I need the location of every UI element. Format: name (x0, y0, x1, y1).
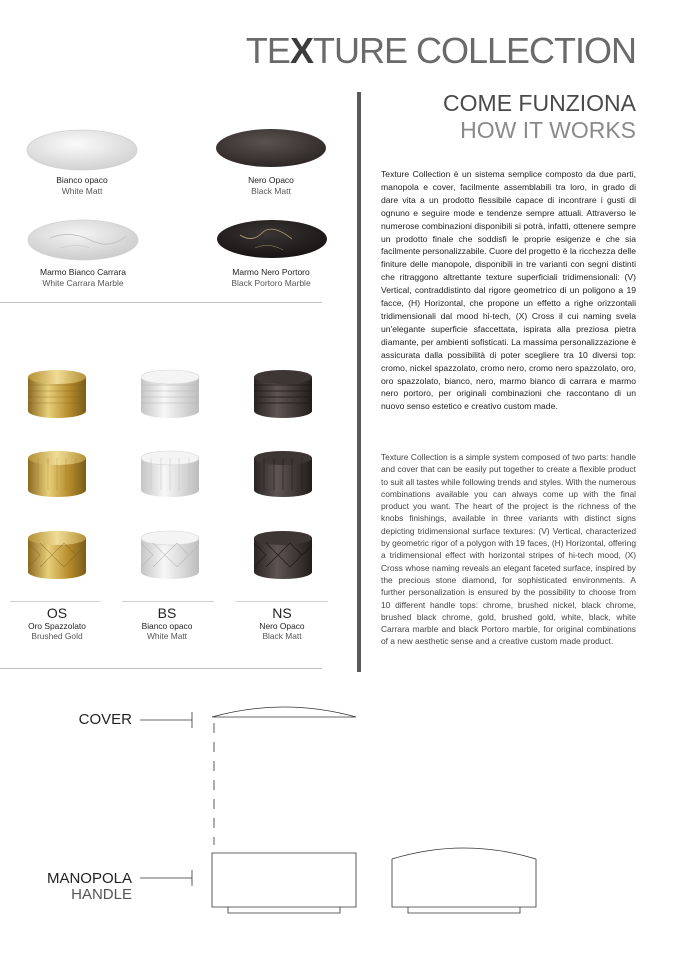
handle-base-profile (228, 907, 340, 913)
handle-caption-os: OS Oro Spazzolato Brushed Gold (28, 605, 86, 641)
handle-gold-vertical (28, 451, 86, 497)
collection-title: TEXTURE COLLECTION (245, 30, 636, 71)
assembly-diagram (0, 695, 560, 925)
handle-black-cross (254, 531, 312, 579)
handle-white-vertical (141, 451, 199, 497)
assembled-cover-profile (392, 848, 536, 859)
cover-caption-white-carrara: Marmo Bianco Carrara White Carrara Marble (40, 267, 126, 288)
description-italian: Texture Collection è un sistema semplice composto da due parti, manopola e cover, facilmente assemblabili tra loro, in grado di dare vita a un prodotto flessibile capace di incontrare i gusti di ognuno e seguire mode e tendenze sempre attuali. Attraverso le numerose combinazioni disponibili si potrà, infatti, ottenere sempre un prodotto finale che soddisfi le proprie esigenze e che sia facilmente personalizzabile. Cuore del progetto è la ricchezza delle finiture delle manopole, disponibili in tre varianti con segni distinti che ritraggono altrettante texture superficiali tridimensionali: (V) Vertical, contraddistinto dal rigore geometrico di un poligono a 19 facce, (H) Horizontal, che propone un effetto a righe orizzontali tridimensionali dal mood hi-tech, (X) Cross il cui naming svela un'elegante superficie sfaccettata, ispirata alla preziosa pietra diamante, per ambienti sofisticati. La massima personalizzazione è assicurata dalla possibilità di poter scegliere tra 10 diversi top: cromo, nickel spazzolato, cromo nero, cromo nero spazzolato, oro, oro spazzolato, bianco, nero, marmo bianco di carrara e marmo nero portoro, per originali combinazioni che raccontano di un nuovo senso estetico e creativo custom made. (381, 169, 636, 412)
section-divider-bar (357, 92, 361, 672)
handles-illustration (0, 365, 340, 590)
handle-gold-cross (28, 531, 86, 579)
handle-black-vertical (254, 451, 312, 497)
handle-white-cross (141, 531, 199, 579)
separator-top (0, 302, 322, 303)
assembled-base-profile (408, 907, 520, 913)
disc-white-matt (27, 130, 137, 170)
heading-italian: COME FUNZIONA (443, 90, 636, 116)
handle-white-horizontal (141, 370, 199, 418)
cover-profile (212, 707, 356, 717)
cover-caption-white-matt: Bianco opaco White Matt (56, 175, 108, 196)
handle-caption-line-ns (236, 601, 328, 602)
description-english: Texture Collection is a simple system composed of two parts: handle and cover that can be easily put together to create a flexible product to suit all tastes while following trends and styles. With the numerous combinations available you can always come up with the final product you want. The heart of the project is the richness of the knobs finishings, available in three variants with distinct signs depicting tridimensional surface textures: (V) Vertical, characterized by geometric rigor of a polygon with 19 faces, (H) Horizontal, offering a tridimensional effect with horizontal stripes of hi-tech mood, (X) Cross whose naming reveals an elegant faceted surface, inspired by the precious stone diamond, for sophisticated environments. A further personalization is ensured by the possibility to choose from 10 different handle tops: chrome, brushed nickel, black chrome, brushed black chrome, gold, brushed gold, white, black, white Carrara marble and black Portoro marble, for original combinations of a new aesthetic sense and a creative custom made product. (381, 452, 636, 647)
handle-black-horizontal (254, 370, 312, 418)
handle-gold-horizontal (28, 370, 86, 418)
handle-caption-line-bs (122, 601, 214, 602)
handle-caption-bs: BS Bianco opaco White Matt (141, 605, 193, 641)
handle-label-english: HANDLE (71, 886, 132, 903)
separator-bottom (0, 668, 322, 669)
cover-caption-black-portoro: Marmo Nero Portoro Black Portoro Marble (231, 267, 311, 288)
heading-english: HOW IT WORKS (460, 117, 636, 143)
cover-label: COVER (78, 711, 132, 728)
handle-profile (212, 853, 356, 907)
disc-black-matt (216, 129, 326, 167)
handle-caption-line-os (10, 601, 100, 602)
disc-black-portoro-marble (217, 220, 327, 258)
disc-white-carrara-marble (28, 220, 138, 260)
cover-caption-black-matt: Nero Opaco Black Matt (248, 175, 294, 196)
assembled-handle-profile (392, 859, 536, 907)
handle-label-italian: MANOPOLA (46, 870, 132, 887)
handle-caption-ns: NS Nero Opaco Black Matt (259, 605, 305, 641)
